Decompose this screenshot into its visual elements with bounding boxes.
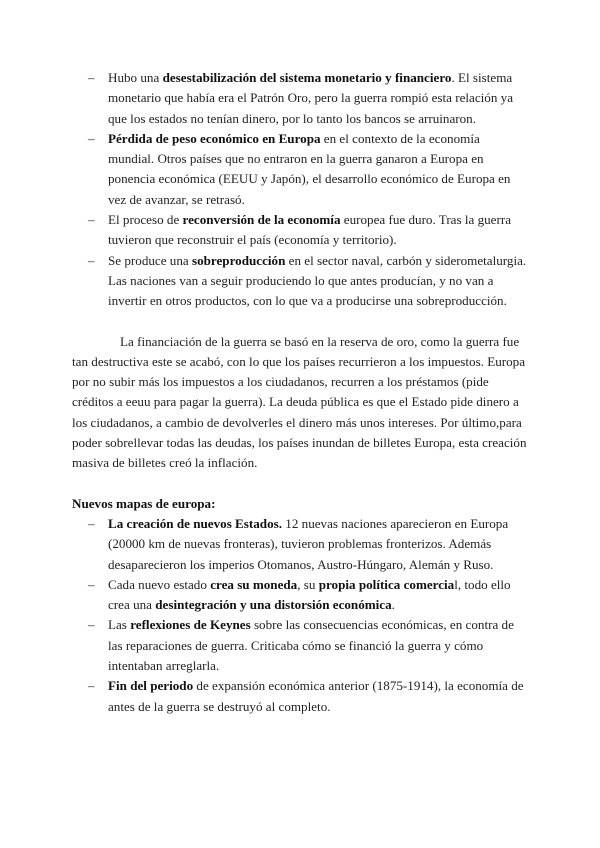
item-bold-term: desintegración y una distorsión económica	[155, 597, 392, 613]
consequences-list	[72, 68, 528, 312]
item-text: Cada nuevo estado	[108, 576, 211, 592]
item-bold-term: La creación de nuevos Estados.	[108, 515, 282, 531]
item-bold-term: sobreproducción	[192, 252, 286, 268]
item-text: sobre las consecuencias económicas, en contra de las reparaciones de guerra. Criticaba cómo se financió la guerra y cómo intentaban arreglarla.	[108, 617, 514, 674]
item-text: Se produce una	[108, 252, 192, 268]
section-heading: Nuevos mapas de europa:	[72, 495, 216, 511]
item-text: Hubo una	[108, 70, 163, 85]
item-bold-term: desestabilización del sistema monetario y financiero	[162, 70, 452, 85]
item-bold-term: reflexiones de Keynes	[130, 617, 251, 633]
list-item	[108, 251, 528, 312]
item-bold-term: propia política comercia	[318, 576, 455, 592]
item-bold-term: reconversión de la economía	[182, 212, 341, 228]
item-text: . El sistema monetario que había era el Patrón Oro, pero la guerra rompió esta relación ya que los estados no tenían dinero, por lo tanto los bancos se arruinaron.	[108, 70, 514, 126]
list-item	[108, 68, 528, 129]
new-maps-list	[72, 514, 528, 717]
list-item	[108, 514, 528, 575]
item-text: Las	[108, 617, 131, 633]
item-text: .	[391, 597, 395, 613]
item-text: l, todo ello crea una	[108, 576, 511, 613]
item-text: europea fue duro. Tras la guerra tuvieron que reconstruir el país (economía y territorio).	[108, 212, 512, 248]
list-item	[108, 676, 528, 717]
item-bold-term: crea su moneda	[210, 576, 298, 592]
item-text: de expansión económica anterior (1875-1914), la economía de antes de la guerra se destruyó al completo.	[108, 678, 524, 714]
item-text: 12 nuevas naciones aparecieron en Europa (20000 km de nuevas fronteras), tuvieron problemas fronterizos. Además desaparecieron los imperios Otomanos, Austro-Húngaro, Alemán y Ruso.	[108, 515, 509, 572]
item-text: en el contexto de la economía mundial. Otros países que no entraron en la guerra ganaron a Europa en ponencia económica (EEUU y Japón), el desarrollo económico de Europa en vez de avanzar, se retrasó.	[108, 130, 511, 207]
item-bold-term: Pérdida de peso económico en Europa	[108, 130, 321, 146]
financing-paragraph: La financiación de la guerra se basó en la reserva de oro, como la guerra fue tan destructiva este se acabó, con lo que los países recurrieron a los impuestos. Europa por no subir más los impuestos a los ciudadanos, recurren a los préstamos (pide créditos a eeuu para pagar la guerra). La deuda pública es que el Estado pide dinero a los ciudadanos, a cambio de devolverles el dinero más unos intereses. Por último,para poder sobrellevar todas las deudas, los países inundan de billetes Europa, esta creación masiva de billetes creó la inflación.	[72, 333, 527, 471]
list-item	[108, 210, 528, 251]
list-item	[108, 575, 528, 616]
item-text: , su	[297, 576, 319, 592]
item-text: en el sector naval, carbón y siderometalurgia. Las naciones van a seguir produciendo lo que antes producían, y no van a invertir en otros productos, con lo que va a producirse una sobreproducción.	[108, 252, 527, 309]
list-item	[108, 615, 528, 676]
item-bold-term: Fin del periodo	[108, 678, 194, 694]
list-item	[108, 129, 528, 210]
item-text: El proceso de	[108, 212, 183, 228]
